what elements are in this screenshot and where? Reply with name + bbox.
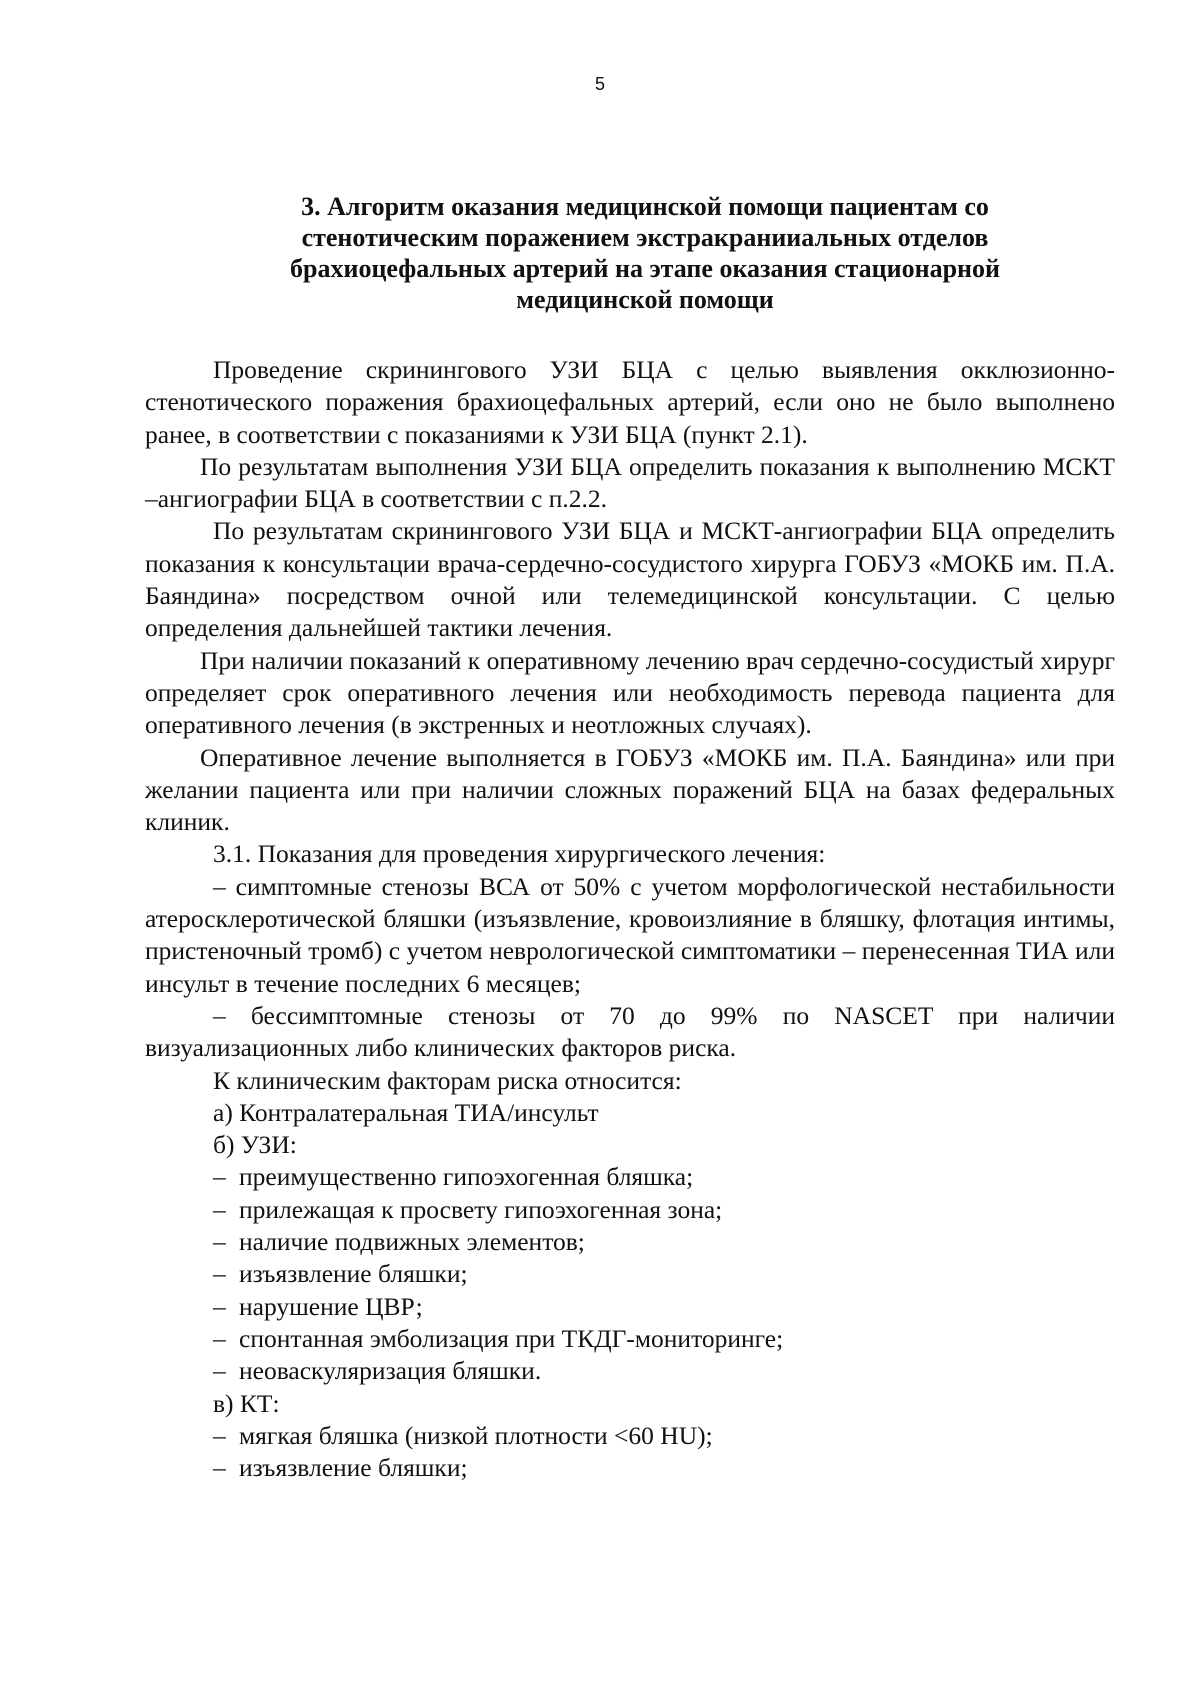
list-item-text: изъязвление бляшки; [239,1453,468,1483]
dash-bullet: – [213,1194,226,1224]
list-item-text: спонтанная эмболизация при ТКДГ-мониторинге; [239,1323,784,1353]
dash-bullet: – [213,1356,226,1386]
list-item-text: нарушение ЦВР; [239,1291,423,1321]
list-item-text: преимущественно гипоэхогенная бляшка; [239,1162,694,1192]
paragraph: При наличии показаний к оперативному лечению врач сердечно-сосудистый хирург определяет срок оперативного лечения или необходимость перевода пациента для оперативного лечения (в экстренных и неотложных случаях). [145,645,1115,740]
list-item [145,1355,1115,1387]
list-item [145,1420,1115,1452]
indication-item: – симптомные стенозы ВСА от 50% с учетом морфологической нестабильности атеросклеротической бляшки (изъязвление, кровоизлияние в бляшку, флотация интимы, пристеночный тромб) с учетом неврологической симптоматики – перенесенная ТИА или инсульт в течение последних 6 месяцев; [145,871,1115,998]
dash-bullet: – [213,1323,226,1353]
list-item-text: изъязвление бляшки; [239,1259,468,1289]
list-item [145,1161,1115,1193]
list-item [145,1452,1115,1484]
paragraph: Проведение скринингового УЗИ БЦА с целью выявления окклюзионно-стенотического поражения брахиоцефальных артерий, если оно не было выполнено ранее, в соответствии с показаниями к УЗИ БЦА (пункт 2.1). [145,355,1115,449]
dash-bullet: – [213,1259,226,1289]
dash-bullet: – [213,1453,226,1483]
dash-bullet: – [213,1162,226,1192]
page-number: 5 [594,74,605,94]
section-title: 3. Алгоритм оказания медицинской помощи пациентам со стенотическим поражением экстракранииальных отделов брахиоцефальных артерий на этапе оказания стационарной медицинской помощи [290,192,1000,314]
risk-factors-intro: К клиническим факторам риска относится: [213,1065,682,1095]
subsection-heading: 3.1. Показания для проведения хирургического лечения: [213,839,826,869]
risk-item-c: в) КТ: [213,1388,280,1418]
dash-bullet: – [213,1291,226,1321]
document-body [145,354,1115,1484]
list-item [145,1194,1115,1226]
list-item-text: прилежащая к просвету гипоэхогенная зона; [239,1194,723,1224]
list-item [145,1226,1115,1258]
list-item-text: неоваскуляризация бляшки. [239,1356,542,1386]
dash-bullet: – [213,1420,226,1450]
list-item [145,1258,1115,1290]
risk-item-b: б) УЗИ: [213,1130,297,1160]
paragraph: По результатам выполнения УЗИ БЦА определить показания к выполнению МСКТ –ангиографии БЦА в соответствии с п.2.2. [145,451,1115,514]
paragraph: По результатам скринингового УЗИ БЦА и МСКТ-ангиографии БЦА определить показания к консультации врача-сердечно-сосудистого хирурга ГОБУЗ «МОКБ им. П.А. Баяндина» посредством очной или телемедицинской консультации. С целью определения дальнейшей тактики лечения. [145,516,1115,643]
paragraph: Оперативное лечение выполняется в ГОБУЗ «МОКБ им. П.А. Баяндина» или при желании пациента или при наличии сложных поражений БЦА на базах федеральных клиник. [145,742,1115,837]
risk-item-a: а) Контралатеральная ТИА/инсульт [213,1097,599,1127]
list-item [145,1291,1115,1323]
list-item-text: мягкая бляшка (низкой плотности <60 HU); [239,1420,713,1450]
list-item [145,1323,1115,1355]
dash-bullet: – [213,1227,226,1257]
list-item-text: наличие подвижных элементов; [239,1227,585,1257]
indication-item: – бессимптомные стенозы от 70 до 99% по NASCET при наличии визуализационных либо клинических факторов риска. [145,1000,1115,1063]
